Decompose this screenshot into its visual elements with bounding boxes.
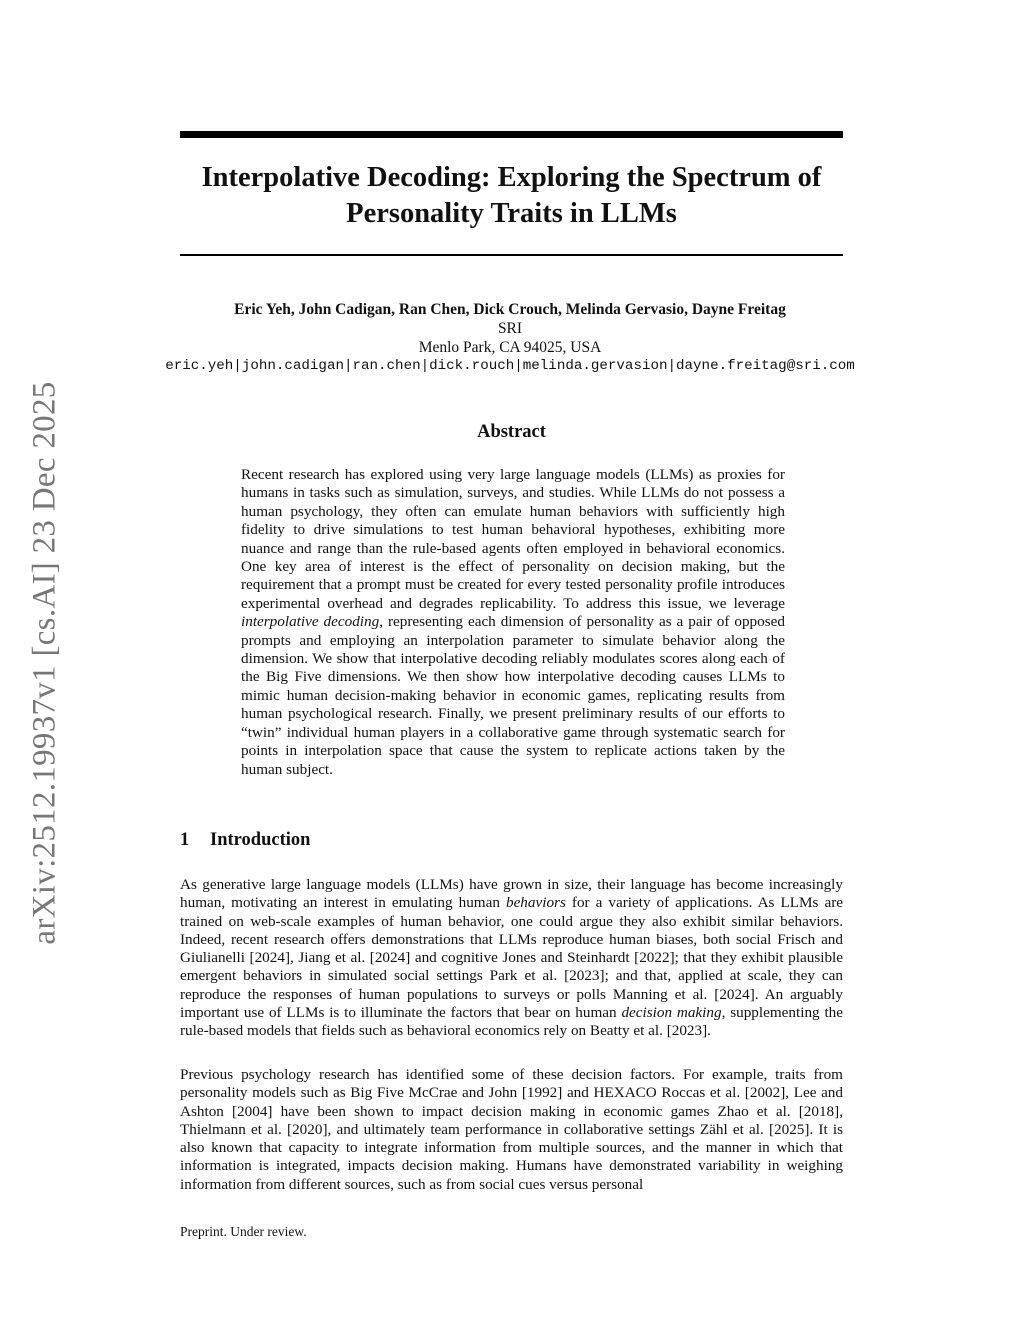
abstract-emphasis: interpolative decoding: [241, 613, 380, 631]
address: Menlo Park, CA 94025, USA: [418, 339, 602, 356]
arxiv-stamp: arXiv:2512.19937v1 [cs.AI] 23 Dec 2025: [26, 381, 63, 945]
p1-emphasis-behaviors: behaviors: [505, 894, 566, 912]
footer-note: Preprint. Under review.: [180, 1224, 307, 1239]
p1-part2: for a variety of applications. As LLMs are trained on web-scale examples of human behavior, one could argue they also exhibit similar behaviors. Indeed, recent research offers demonstrations that LLMs reproduce human biases, both social Frisch and Giulianelli [2024], Jiang et al. [2024] and cognitive Jones and Steinhardt [2022]; that they exhibit plausible emergent behaviors in simulated social settings Park et al. [2023]; and that, applied at scale, they can reproduce the responses of human populations to surveys or polls Manning et al. [2024]. An arguably important use of LLMs is to illuminate the factors that bear on human: [180, 894, 843, 1022]
section-title: Introduction: [210, 830, 311, 850]
p1-emphasis-decision-making: decision making: [621, 1004, 722, 1022]
author-block: [120, 300, 900, 376]
abstract-text-part2: , representing each dimension of personality as a pair of opposed prompts and employing an interpolation parameter to simulate behavior along the dimension. We show that interpolative decoding reliably modulates scores along each of the Big Five dimensions. We then show how interpolative decoding causes LLMs to mimic human decision-making behavior in economic games, replicating results from human psychological research. Finally, we present preliminary results of our efforts to “twin” individual human players in a collaborative game through systematic search for points in interpolation space that cause the system to replicate actions taken by the human subject.: [241, 613, 785, 778]
title-top-rule: [180, 131, 843, 138]
intro-paragraph-2: Previous psychology research has identified some of these decision factors. For example, traits from personality models such as Big Five McCrae and John [1992] and HEXACO Roccas et al. [2002], Lee and Ashton [2004] have been shown to impact decision making in economic games Zhao et al. [2018], Thielmann et al. [2020], and ultimately team performance in collaborative settings Zähl et al. [2025]. It is also known that capacity to integrate information from multiple sources, and the manner in which that information is integrated, impacts decision making. Humans have demonstrated variability in weighing information from different sources, such as from social cues versus personal: [180, 1066, 843, 1193]
author-names: Eric Yeh, John Cadigan, Ran Chen, Dick Crouch, Melinda Gervasio, Dayne Freitag: [234, 301, 786, 318]
intro-paragraph-1: [180, 876, 843, 1041]
section-heading-introduction: [180, 830, 310, 851]
p1-part3: , supplementing the rule-based models that fields such as behavioral economics rely on Beatty et al. [2023].: [180, 1004, 844, 1040]
abstract-text-part1: Recent research has explored using very large language models (LLMs) as proxies for humans in tasks such as simulation, surveys, and studies. While LLMs do not possess a human psychology, they often can emulate human behaviors with sufficiently high fidelity to drive simulations to test human behavioral hypotheses, exhibiting more nuance and range than the rule-based agents often employed in behavioral economics. One key area of interest is the effect of personality on decision making, but the requirement that a prompt must be created for every tested personality profile introduces experimental overhead and degrades replicability. To address this issue, we leverage: [241, 466, 785, 612]
abstract-heading: Abstract: [477, 422, 546, 442]
p1-part1: As generative large language models (LLMs) have grown in size, their language has become increasingly human, motivating an interest in emulating human: [180, 876, 843, 912]
affiliation: SRI: [497, 320, 523, 337]
title-bottom-rule: [180, 254, 843, 256]
abstract-text: [241, 466, 785, 779]
paper-title: Interpolative Decoding: Exploring the Spectrum of Personality Traits in LLMs: [201, 162, 822, 229]
author-emails: eric.yeh|john.cadigan|ran.chen|dick.rouch|melinda.gervasion|dayne.freitag@sri.com: [165, 358, 855, 374]
section-number: 1: [180, 830, 190, 850]
